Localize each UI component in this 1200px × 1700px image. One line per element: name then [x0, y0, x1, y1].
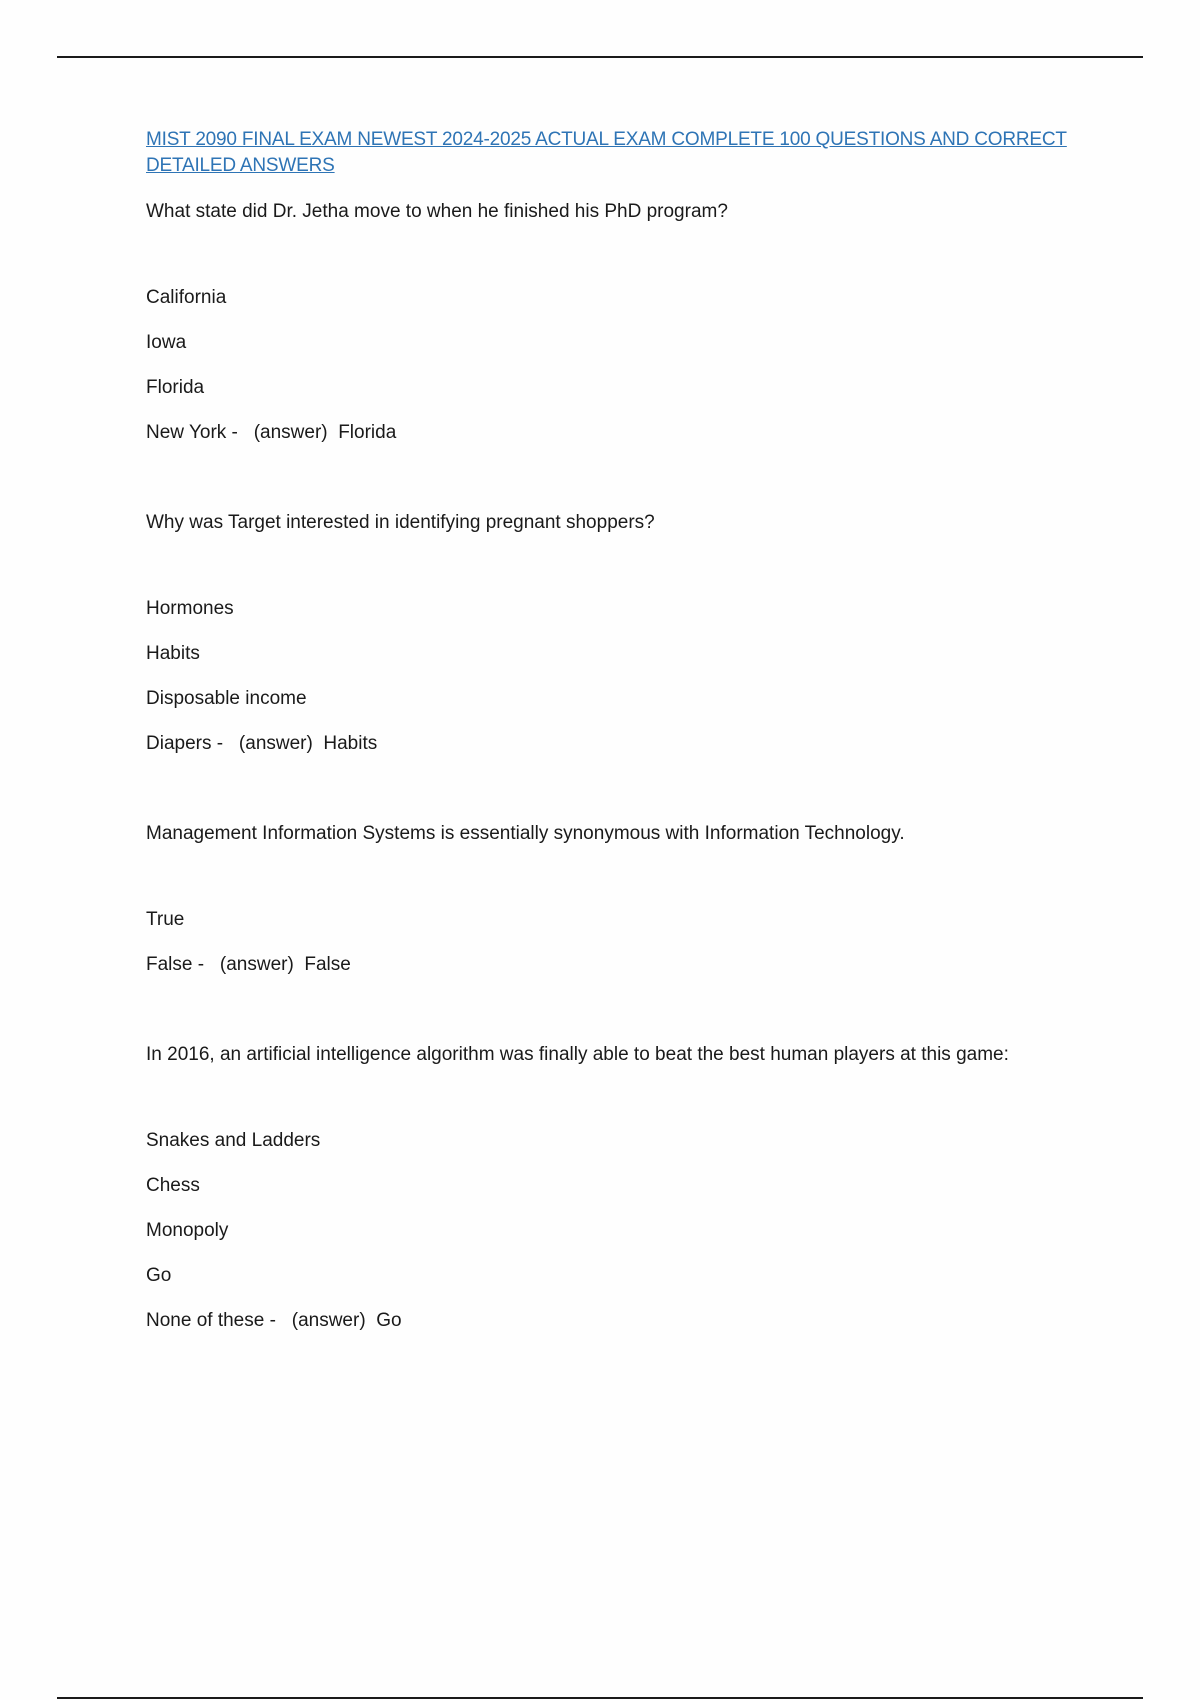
document-title-link[interactable]: MIST 2090 FINAL EXAM NEWEST 2024-2025 ACTUAL EXAM COMPLETE 100 QUESTIONS AND CORRECT DETAILED ANSWERS: [146, 129, 1067, 176]
option-item: Snakes and Ladders: [146, 1130, 321, 1151]
option-item-with-answer: Diapers - (answer) Habits: [146, 733, 378, 754]
option-item: California: [146, 287, 227, 308]
answer-prefix: - (answer): [192, 954, 305, 975]
header-rule: [57, 56, 1143, 58]
question-text: In 2016, an artificial intelligence algorithm was finally able to beat the best human players at this game:: [146, 1044, 1009, 1065]
option-item: Iowa: [146, 332, 187, 353]
question-4: [146, 1042, 1086, 1334]
option-item: Florida: [146, 377, 205, 398]
question-text: Why was Target interested in identifying pregnant shoppers?: [146, 512, 655, 533]
answer-value: Go: [376, 1310, 402, 1331]
option-item: Hormones: [146, 598, 234, 619]
answer-value: Florida: [338, 422, 397, 443]
question-1: [146, 199, 1086, 446]
option-item-with-answer: False - (answer) False: [146, 954, 351, 975]
question-3: [146, 821, 1086, 978]
option-list: [146, 596, 1086, 757]
option-item: Chess: [146, 1175, 200, 1196]
question-text: What state did Dr. Jetha move to when he finished his PhD program?: [146, 201, 728, 222]
option-item: Monopoly: [146, 1220, 229, 1241]
answer-value: False: [304, 954, 351, 975]
option-item: Habits: [146, 643, 200, 664]
option-item: Disposable income: [146, 688, 307, 709]
answer-prefix: - (answer): [226, 422, 339, 443]
question-2: [146, 510, 1086, 757]
answer-value: Habits: [323, 733, 378, 754]
question-text: Management Information Systems is essentially synonymous with Information Technology.: [146, 823, 905, 844]
option-list: [146, 285, 1086, 446]
option-item: Go: [146, 1265, 172, 1286]
footer-rule: [57, 1697, 1143, 1699]
option-list: [146, 907, 1086, 978]
answer-prefix: - (answer): [264, 1310, 377, 1331]
option-item: True: [146, 909, 185, 930]
option-item-with-answer: None of these - (answer) Go: [146, 1310, 402, 1331]
option-item-with-answer: New York - (answer) Florida: [146, 422, 397, 443]
answer-prefix: - (answer): [211, 733, 324, 754]
option-list: [146, 1128, 1086, 1334]
document-page: [146, 127, 1086, 1334]
